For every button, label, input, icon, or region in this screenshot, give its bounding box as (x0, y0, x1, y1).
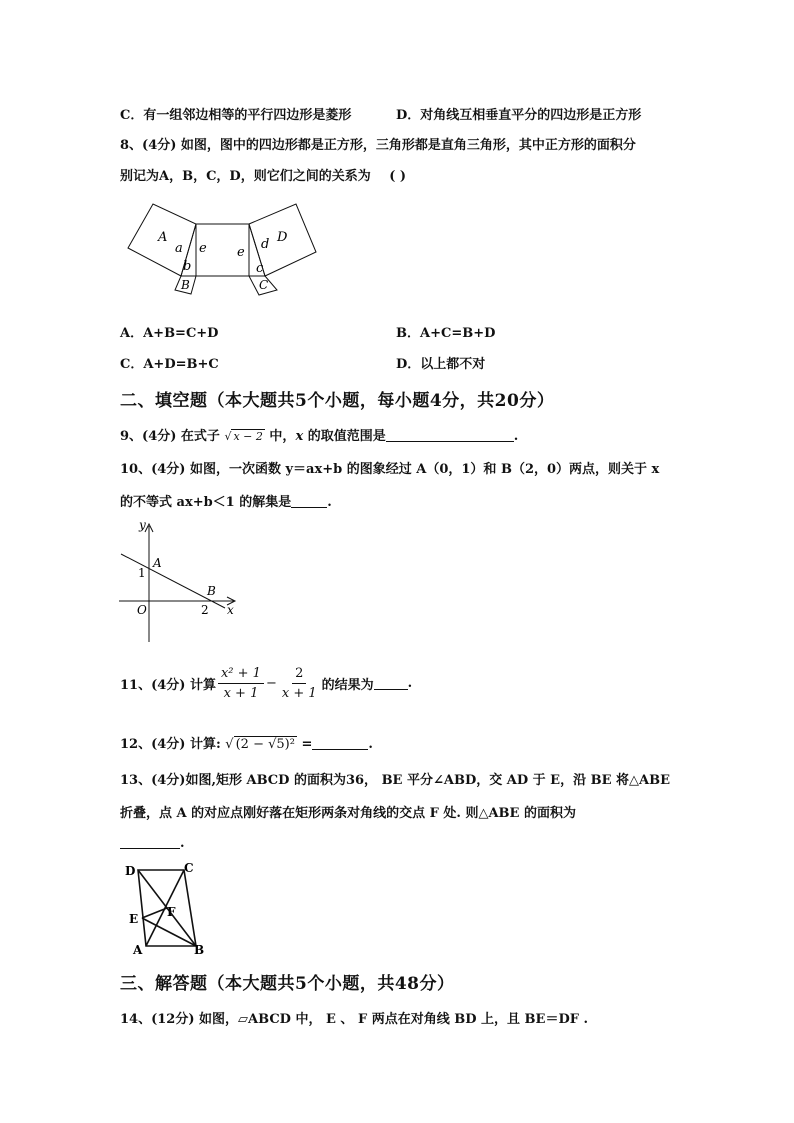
q10-answer-blank[interactable] (291, 507, 327, 508)
q9-answer-blank[interactable] (386, 441, 514, 442)
q12-line (120, 733, 373, 752)
q12-answer-blank[interactable] (312, 749, 368, 750)
q8-label-a: a (175, 241, 183, 256)
q12-radicand: (2 − √5)² (235, 737, 295, 752)
section-2-heading: 二、填空题（本大题共5个小题，每小题4分，共20分） (120, 391, 555, 411)
q7-option-c: C．有一组邻边相等的平行四边形是菱形 (120, 108, 352, 123)
q9-end: . (513, 429, 519, 444)
q12-prefix: 12、(4分) 计算: (120, 737, 221, 752)
q13-label-C: C (184, 861, 194, 875)
q9-var: x (295, 429, 304, 444)
q14-line1: 14、(12分) 如图，▱ABCD 中， E 、 F 两点在对角线 BD 上，且 BE＝DF . (120, 1012, 589, 1027)
q10-tick-2: 2 (201, 603, 209, 617)
q12-end: . (368, 737, 373, 752)
q11-prefix: 11、(4分) 计算 (120, 678, 216, 693)
section-3-heading: 三、解答题（本大题共5个小题，共48分） (120, 974, 455, 994)
q8-label-e-right: e (237, 245, 245, 260)
q13-line1: 13、(4分)如图,矩形 ABCD 的面积为36， BE 平分∠ABD，交 AD 于 E，沿 BE 将△ABE (120, 773, 671, 788)
q11-f1-numerator: x² + 1 (218, 666, 264, 684)
q11-f1-denominator: x + 1 (223, 686, 259, 701)
q12-equals: = (301, 737, 313, 752)
q8-label-B: B (181, 278, 190, 292)
q8-label-e-left: e (199, 241, 207, 256)
q13-label-D: D (125, 864, 136, 878)
q9-mid: 中， (269, 429, 296, 444)
q12-sqrt: √ (2 − √5)² (225, 737, 295, 752)
q11-suffix: 的结果为 (321, 678, 374, 693)
q8-answer-paren: ( ) (389, 169, 407, 184)
q11-end: . (407, 676, 413, 691)
q8-option-d: D．以上都不对 (396, 357, 486, 372)
q11-f2-numerator: 2 (292, 666, 306, 684)
q13-label-E: E (129, 912, 139, 926)
q8-label-A: A (158, 230, 168, 245)
q9-line (120, 425, 518, 444)
q10-line2-text: 的不等式 ax+b＜1 的解集是 (120, 495, 292, 510)
q8-option-c: C．A+D=B+C (120, 357, 219, 372)
q10-axis-x: x (227, 603, 234, 617)
q8-stem-text: 别记为A，B，C，D，则它们之间的关系为 (120, 169, 371, 184)
q10-end: . (327, 495, 332, 510)
q11-minus: − (265, 676, 277, 691)
q8-label-D: D (277, 230, 288, 245)
q9-suffix: 的取值范围是 (307, 429, 386, 444)
q13-label-A: A (133, 943, 143, 956)
q13-figure (120, 860, 210, 956)
q8-figure (120, 196, 330, 300)
q7-option-d: D．对角线互相垂直平分的四边形是正方形 (396, 108, 642, 123)
q13-label-B: B (194, 943, 205, 956)
q13-line3 (120, 836, 185, 851)
q8-label-c: c (256, 261, 264, 276)
q11-answer-blank[interactable] (374, 689, 408, 690)
q10-axis-y: y (139, 518, 146, 532)
q11-f2-denominator: x + 1 (281, 686, 317, 701)
q13-end: . (180, 836, 185, 851)
q8-label-b: b (183, 259, 192, 274)
q8-option-b: B．A+C=B+D (396, 326, 496, 341)
q11-line (120, 666, 412, 701)
q13-answer-blank[interactable] (120, 848, 180, 849)
q10-line2 (120, 491, 332, 510)
q10-line1: 10、(4分) 如图，一次函数 y＝ax+b 的图象经过 A（0，1）和 B（2，0）两点，则关于 x (120, 462, 660, 477)
q8-option-a: A．A+B=C+D (120, 326, 219, 341)
q10-tick-1: 1 (138, 566, 146, 580)
q11-fraction-1 (218, 666, 264, 701)
q10-point-A: A (153, 556, 162, 570)
q10-point-B: B (207, 584, 216, 598)
q8-label-C: C (259, 278, 269, 292)
q10-figure (115, 518, 245, 646)
q9-radicand: x − 2 (233, 430, 263, 443)
q8-stem-line1: 8、(4分) 如图，图中的四边形都是正方形，三角形都是直角三角形，其中正方形的面积分 (120, 138, 636, 153)
q9-sqrt: √ x − 2 (224, 430, 263, 443)
q11-fraction-2 (279, 666, 320, 701)
q13-line2: 折叠，点 A 的对应点刚好落在矩形两条对角线的交点 F 处. 则△ABE 的面积为 (120, 806, 576, 821)
q13-label-F: F (167, 905, 176, 919)
q10-origin-O: O (137, 603, 147, 617)
q8-label-d: d (261, 237, 270, 252)
q8-stem-line2 (120, 165, 406, 184)
q9-prefix: 9、(4分) 在式子 (120, 429, 220, 444)
